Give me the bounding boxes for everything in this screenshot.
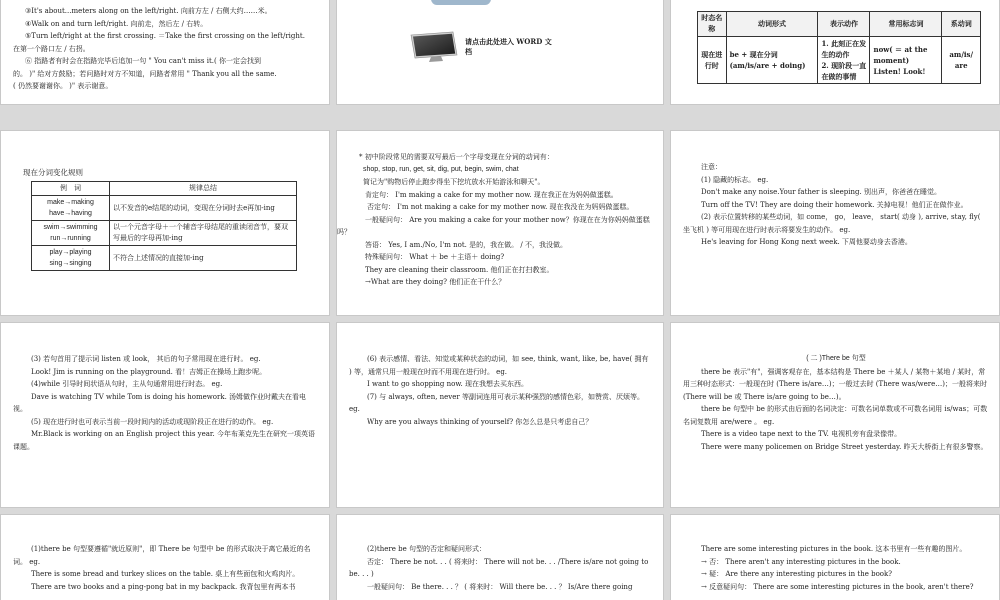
slide-text: Mr.Black is working on an English project this year. 今年布莱克先生在研究一项英语课题。 — [13, 430, 315, 451]
slide-title: 现在分词变化规则 — [23, 168, 83, 177]
slide-text: 注意： — [701, 163, 722, 171]
table-cell: 不符合上述情况的直接加-ing — [110, 246, 297, 271]
slide-text: ③It's about...meters along on the left/right. 向前方左 / 右侧大约……米。 — [25, 7, 272, 15]
table-cell: play→playing sing→singing — [32, 246, 110, 271]
slide-text: Look! Jim is running on the playground. 看！吉姆正在操场上跑步呢。 — [31, 367, 267, 376]
table-cell: swim→swimming run→running — [32, 221, 110, 246]
slide-text: → 否： There aren't any interesting pictures in the book. — [701, 557, 901, 566]
table-header-cell: 动词形式 — [726, 12, 818, 37]
slide-text: Dave is watching TV while Tom is doing his homework. 汤姆做作业时戴夫在看电视。 — [13, 392, 307, 413]
slide-text: ⑤Turn left/right at the first crossing. ＝Take the first crossing on the left/right. — [25, 32, 305, 40]
slide-text: * 初中阶段常见的需要双写最后一个字母变现在分词的动词有： — [359, 153, 554, 161]
slide-text: (7) 与 always, often, never 等副词连用可表示某种强烈的感情色彩，如赞赏、厌烦等。 eg. — [349, 392, 644, 413]
word-document-link[interactable] — [409, 31, 555, 63]
table-row — [32, 246, 297, 271]
slide-text: 肯定句： I'm making a cake for my mother now. 现在我正在为妈妈做蛋糕。 — [365, 190, 618, 199]
slide-text: ④Walk on and turn left/right. 向前走，然后左 / 右转。 — [25, 19, 208, 28]
table-row — [32, 196, 297, 221]
slide-text: (3) 若句首用了提示词 listen 或 look， 其后的句子常用现在进行时。 eg. — [31, 355, 261, 363]
slide-text: 简记为"购物后停止跑步得坐下挖坑放水开始游泳和聊天"。 — [363, 178, 545, 186]
table-cell: make→making have→having — [32, 196, 110, 221]
slide-text: → 疑： Are there any interesting pictures in the book? — [701, 570, 893, 578]
slide-6 — [670, 130, 1000, 316]
slide-text: (2) 表示位置转移的某些动词，如 come， go， leave， start( 动身 ), arrive, stay, fly( 坐飞机 ) 等可用现在进行时表示将要发生的动作。 eg. — [683, 213, 981, 234]
slide-text: 在第一个路口左 / 右拐。 — [13, 44, 90, 53]
slide-text: They are cleaning their classroom. 他们正在打扫教室。 — [365, 265, 554, 274]
slide-title: ( 二 )There be 句型 — [806, 355, 866, 362]
table-cell: be + 现在分词 (am/is/are + doing) — [726, 37, 818, 84]
slide-text: 否定： There be not. . . ( 将来时： There will not be. . . /There is/are not going to be. . . ) — [349, 557, 649, 578]
word-document-link-label: 请点击此处进入 WORD 文档 — [465, 37, 552, 56]
table-cell: 以一个元音字母＋一个辅音字母结尾的重读闭音节，要双写最后的字母再加-ing — [110, 221, 297, 246]
slide-text: (6) 表示感情、看法、知觉或某种状态的动词，如 see, think, want, like, be, have( 拥有 ) 等，通常只用一般现在时而不用现在进行时。 eg. — [349, 355, 649, 376]
slide-10 — [0, 514, 330, 600]
slide-text: (1)there be 句型要遵循"就近原则"，即 There be 句型中 be 的形式取决于离它最近的名词。 eg. — [13, 545, 311, 566]
slide-2 — [336, 0, 664, 105]
table-cell: 现在进行时 — [698, 37, 727, 84]
slide-text: (5) 现在进行时也可表示当前一段时间内的活动或现阶段正在进行的动作。 eg. — [31, 417, 274, 426]
table-cell: 1. 此刻正在发生的动作 2. 现阶段一直在做的事情 — [818, 37, 870, 84]
slide-9 — [670, 322, 1000, 508]
slide-text: There are some interesting pictures in the book. 这本书里有一些有趣的图片。 — [701, 545, 967, 553]
slide-text: → 反意疑问句： There are some interesting pictures in the book, aren't there? — [701, 582, 974, 591]
table-cell: am/is/ are — [942, 37, 981, 84]
slide-text: 一般疑问句： Be there. . . ？ ( 将来时： Will there be. . . ？ Is/Are there going — [367, 582, 633, 591]
slide-text: ⑥ 指路者有时会在指路完毕后追加一句 " You can't miss it.( 你一定会找到 — [25, 57, 261, 65]
slide-text: there be 表示"有"，强调客观存在，基本结构是 There be ＋某人 / 某物＋某地 / 某时，常用三种时态形式：一般现在时 (There is/are…)；一般过去时 (There was/were…)；一般将来时 (There will be 或 There is/are going to be…)。 — [683, 367, 988, 401]
slide-1 — [0, 0, 330, 105]
slide-text: There is some bread and turkey slices on the table. 桌上有些面包和火鸡肉片。 — [31, 570, 300, 578]
slide-12 — [670, 514, 1000, 600]
slide-text: Why are you always thinking of yourself? 你怎么总是只考虑自己？ — [367, 417, 593, 426]
table-row — [32, 221, 297, 246]
slide-11 — [336, 514, 664, 600]
slide-text: Turn off the TV! They are doing their homework. 关掉电视！他们正在做作业。 — [701, 200, 968, 209]
slide-text: (2)there be 句型的否定和疑问形式： — [367, 545, 486, 553]
slide-text: 的。 )" 给对方鼓励；若问路时对方不知道，问路者常用 " Thank you all the same. — [13, 69, 277, 78]
slide-text: There is a video tape next to the TV. 电视机旁有盘录像带。 — [701, 430, 902, 438]
slide-text: there be 句型中 be 的形式由后面的名词决定：可数名词单数或不可数名词用 is/was；可数名词复数用 are/were 。 eg. — [683, 405, 988, 426]
table-cell: now( ＝ at the moment) Listen! Look! — [870, 37, 942, 84]
slide-text: 否定句： I'm not making a cake for my mother now. 现在我没在为妈妈做蛋糕。 — [367, 203, 634, 211]
table-header-cell: 例 词 — [32, 182, 110, 196]
slide-text: shop, stop, run, get, sit, dig, put, begin, swim, chat — [363, 165, 519, 173]
slide-5 — [336, 130, 664, 316]
slide-text: →What are they doing? 他们正在干什么？ — [365, 278, 506, 286]
slide-text: He's leaving for Hong Kong next week. 下周他要动身去香港。 — [701, 238, 912, 246]
slide-text: 一般疑问句： Are you making a cake for your mother now？你现在在为你妈妈做蛋糕吗？ — [337, 215, 650, 236]
tense-table — [697, 11, 981, 84]
slide-text: 特殊疑问句： What ＋ be ＋主语＋ doing? — [365, 253, 505, 261]
table-header-cell: 表示动作 — [818, 12, 870, 37]
table-header-row — [698, 12, 981, 37]
table-header-cell: 规律总结 — [110, 182, 297, 196]
table-header-cell: 系动词 — [942, 12, 981, 37]
table-cell: 以不发音的e结尾的动词，变现在分词时去e再加-ing — [110, 196, 297, 221]
slide-text: (4)while 引导时间状语从句时，主从句通常用进行时态。 eg. — [31, 380, 223, 388]
table-header-row — [32, 182, 297, 196]
slide-3 — [670, 0, 1000, 105]
slide-8 — [336, 322, 664, 508]
slide-7 — [0, 322, 330, 508]
slide-text: ( 仍然要谢谢你。 )" 表示谢意。 — [13, 82, 113, 90]
slide-text: There are two books and a ping-pong bat in my backpack. 我背包里有两本书 — [31, 582, 296, 591]
slide-text: 答语： Yes, I am./No, I'm not. 是的，我在做。 / 不，我没做。 — [365, 240, 567, 249]
table-header-cell: 时态名称 — [698, 12, 727, 37]
slide-graphic-top — [431, 0, 491, 5]
table-header-cell: 常用标志词 — [870, 12, 942, 37]
slide-text: There were many policemen on Bridge Street yesterday. 昨天大桥街上有很多警察。 — [701, 442, 988, 451]
slide-4 — [0, 130, 330, 316]
slide-text: (1) 隐藏的标志。 eg. — [701, 175, 769, 184]
table-row — [698, 37, 981, 84]
participle-rules-table — [31, 181, 297, 271]
monitor-icon — [409, 31, 459, 63]
slide-text: I want to go shopping now. 现在我想去买东西。 — [367, 380, 528, 388]
slide-text: Don't make any noise.Your father is sleeping. 别出声，你爸爸在睡觉。 — [701, 188, 941, 196]
